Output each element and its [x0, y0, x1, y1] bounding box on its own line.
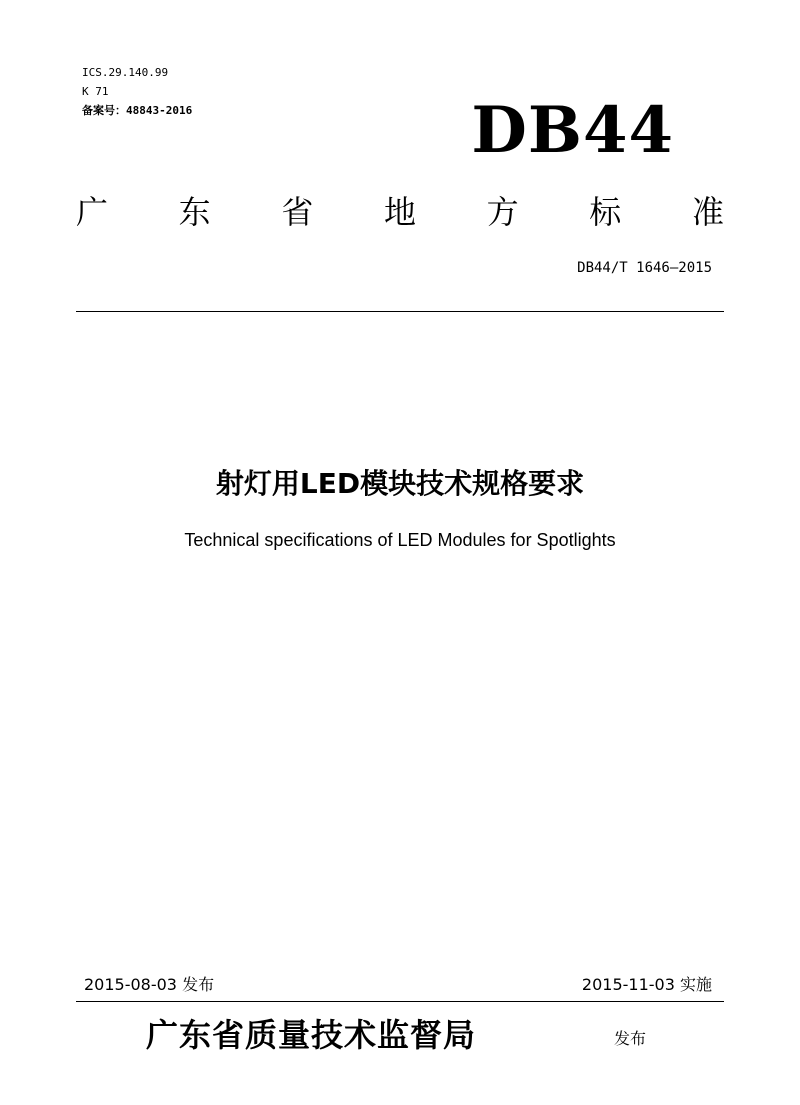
bottom-divider [76, 1001, 724, 1002]
db44-logo: DB44 [471, 93, 674, 168]
standard-type-char: 省 [281, 193, 314, 231]
issuer-suffix: 发布 [614, 1029, 647, 1048]
standard-type-char: 广 [76, 193, 109, 231]
implementation-date: 2015-11-03 实施 [581, 975, 712, 994]
standard-number: DB44/T 1646—2015 [577, 260, 712, 276]
standard-type-char: 准 [691, 193, 724, 231]
title-english: Technical specifications of LED Modules for Spotlights [184, 530, 616, 550]
ccs-code: K 71 [82, 85, 109, 98]
issuing-authority: 广东省质量技术监督局 [146, 1016, 477, 1054]
top-divider [76, 311, 724, 312]
standard-type-char: 方 [486, 193, 519, 231]
standard-type-char: 地 [383, 193, 416, 231]
standard-type-char: 东 [178, 193, 211, 231]
standard-type-char: 标 [589, 193, 622, 231]
title-chinese: 射灯用LED模块技术规格要求 [215, 467, 585, 500]
release-date: 2015-08-03 发布 [84, 975, 215, 994]
record-number: 备案号：48843-2016 [82, 104, 193, 117]
ics-code: ICS.29.140.99 [82, 66, 169, 79]
standard-type-heading [76, 188, 724, 232]
